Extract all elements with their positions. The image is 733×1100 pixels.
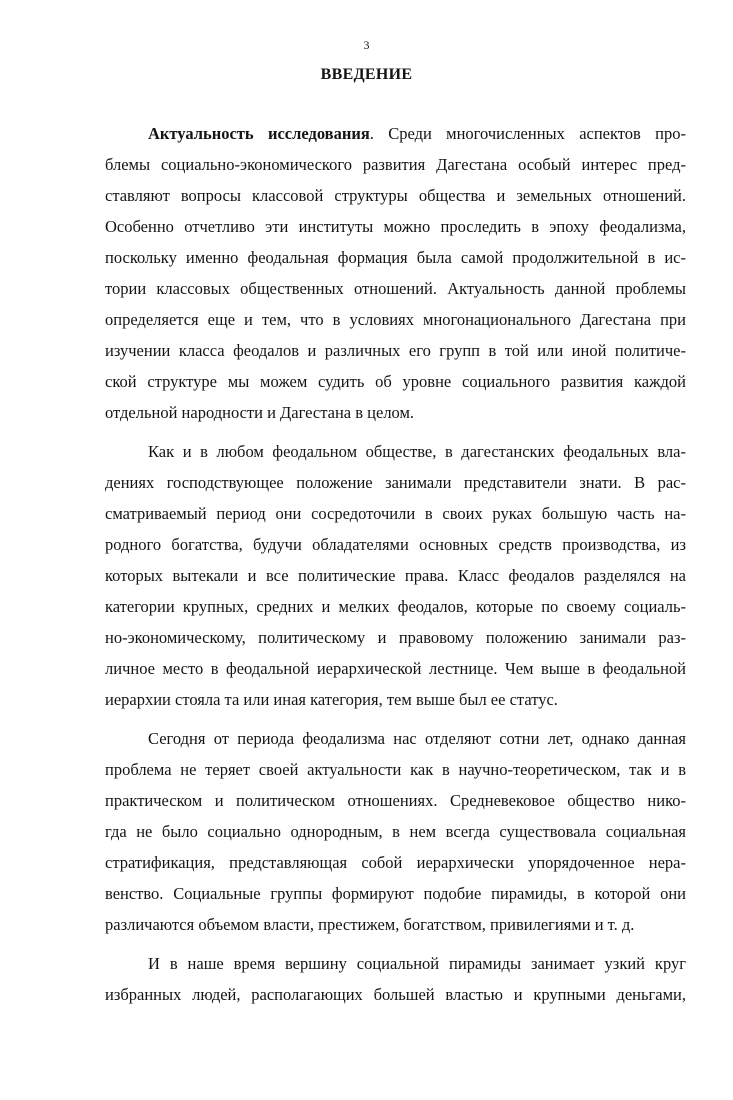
text-line: изучении класса феодалов и различных его групп в той или иной политиче- bbox=[105, 341, 686, 360]
text-line-content: . Среди многочисленных аспектов про- bbox=[369, 124, 686, 143]
body-text bbox=[105, 118, 686, 1010]
text-line: иерархии стояла та или иная категория, тем выше был ее статус. bbox=[105, 690, 558, 709]
text-line: избранных людей, располагающих большей властью и крупными деньгами, bbox=[105, 985, 686, 1004]
text-line: которых вытекали и все политические права. Класс феодалов разделялся на bbox=[105, 566, 686, 585]
paragraph-1 bbox=[105, 118, 686, 428]
text-line: гда не было социально однородным, в нем всегда существовала социальная bbox=[105, 822, 686, 841]
text-line: Как и в любом феодальном обществе, в дагестанских феодальных вла- bbox=[148, 442, 686, 461]
text-line: ставляют вопросы классовой структуры общества и земельных отношений. bbox=[105, 186, 686, 205]
text-line: блемы социально-экономического развития Дагестана особый интерес пред- bbox=[105, 155, 686, 174]
text-line: отдельной народности и Дагестана в целом. bbox=[105, 403, 415, 422]
text-line: личное место в феодальной иерархической лестнице. Чем выше в феодальной bbox=[105, 659, 686, 678]
text-line: родного богатства, будучи обладателями основных средств производства, из bbox=[105, 535, 686, 554]
text-line: ской структуре мы можем судить об уровне социального развития каждой bbox=[105, 372, 686, 391]
text-line: дениях господствующее положение занимали представители знати. В рас- bbox=[105, 473, 686, 492]
text-line: поскольку именно феодальная формация была самой продолжительной в ис- bbox=[105, 248, 686, 267]
text-line bbox=[148, 118, 686, 149]
text-line: тории классовых общественных отношений. Актуальность данной проблемы bbox=[105, 279, 686, 298]
paragraph-2 bbox=[105, 436, 686, 715]
text-line: но-экономическому, политическому и правовому положению занимали раз- bbox=[105, 628, 686, 647]
text-line: сматриваемый период они сосредоточили в своих руках большую часть на- bbox=[105, 504, 686, 523]
text-line: стратификация, представляющая собой иерархически упорядоченное нера- bbox=[105, 853, 686, 872]
page-title: ВВЕДЕНИЕ bbox=[320, 66, 413, 83]
text-line: венство. Социальные группы формируют подобие пирамиды, в которой они bbox=[105, 884, 686, 903]
paragraph-4 bbox=[105, 948, 686, 1010]
text-line: И в наше время вершину социальной пирамиды занимает узкий круг bbox=[148, 954, 686, 973]
text-line: Особенно отчетливо эти институты можно проследить в эпоху феодализма, bbox=[105, 217, 686, 236]
paragraph-3 bbox=[105, 723, 686, 940]
page-number: 3 bbox=[363, 38, 370, 52]
text-line: проблема не теряет своей актуальности как в научно-теоретическом, так и в bbox=[105, 760, 686, 779]
text-line: Сегодня от периода феодализма нас отделяют сотни лет, однако данная bbox=[148, 729, 686, 748]
text-line: практическом и политическом отношениях. Средневековое общество нико- bbox=[105, 791, 686, 810]
text-line: различаются объемом власти, престижем, богатством, привилегиями и т. д. bbox=[105, 915, 635, 934]
lead-term: Актуальность исследования bbox=[148, 124, 370, 143]
text-line: категории крупных, средних и мелких феодалов, которые по своему социаль- bbox=[105, 597, 686, 616]
text-line: определяется еще и тем, что в условиях многонационального Дагестана при bbox=[105, 310, 686, 329]
